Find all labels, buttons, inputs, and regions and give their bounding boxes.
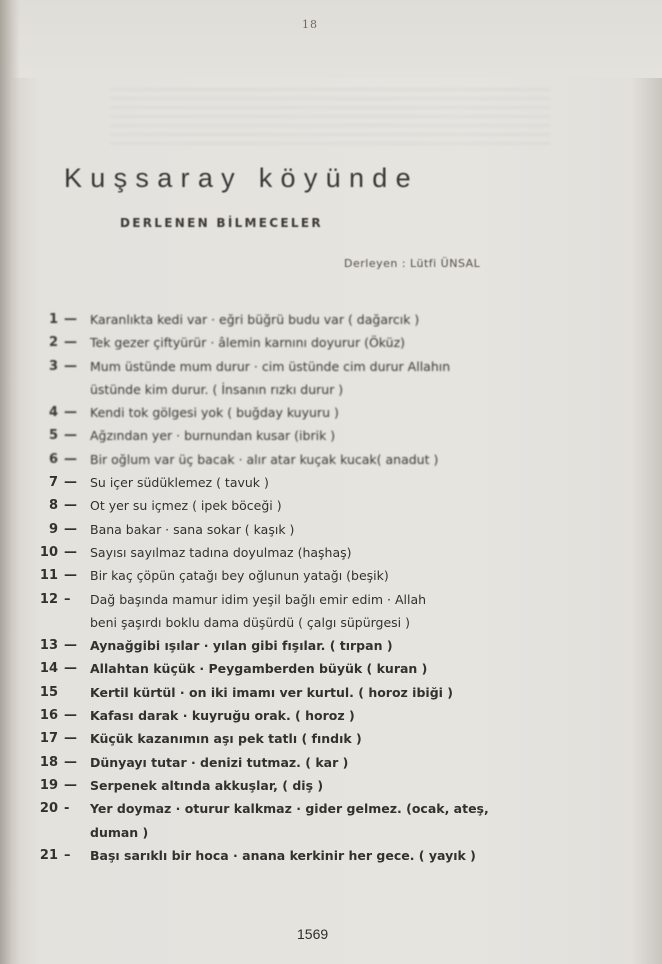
riddle-dash: — <box>64 335 77 351</box>
riddle-dash: — <box>64 708 77 724</box>
riddle-number: 5 <box>48 428 58 444</box>
riddle-text: Kafası darak · kuyruğu orak. ( horoz ) <box>90 708 355 724</box>
riddle-text: Mum üstünde mum durur · cim üstünde cim durur Allahın <box>90 358 451 374</box>
riddle-text: Aynağgibi ışılar · yılan gibi fışılar. ( tırpan ) <box>90 638 393 654</box>
riddle-item <box>30 751 630 774</box>
riddle-dash: — <box>64 521 77 537</box>
riddle-dash: — <box>64 451 77 467</box>
riddle-dash: – <box>64 847 71 863</box>
riddle-dash: – <box>64 591 71 607</box>
riddle-number: 18 <box>39 754 58 770</box>
riddle-text: Dünyayı tutar · denizi tutmaz. ( kar ) <box>90 754 349 770</box>
riddle-text: Sayısı sayılmaz tadına doyulmaz (haşhaş) <box>90 544 352 560</box>
riddle-item <box>30 657 630 680</box>
riddle-item <box>30 308 630 331</box>
riddle-text-continued: üstünde kim durur. ( İnsanın rızkı durur ) <box>90 381 344 397</box>
riddle-number: 15 <box>39 684 58 700</box>
riddle-number: 17 <box>39 731 58 747</box>
riddle-dash: — <box>64 475 77 491</box>
compiler-credit: Derleyen : Lütfi ÜNSAL <box>344 257 481 270</box>
riddle-text: Küçük kazanımın aşı pek tatlı ( fındık ) <box>90 731 362 747</box>
riddle-dash: — <box>64 638 77 654</box>
riddle-dash: — <box>64 754 77 770</box>
riddle-number: 21 <box>39 847 58 863</box>
riddle-text-continued: duman ) <box>90 824 149 840</box>
riddle-text: Ot yer su içmez ( ipek böceği ) <box>90 498 282 514</box>
riddle-dash: — <box>64 498 77 514</box>
riddle-number: 14 <box>39 661 58 677</box>
riddle-item <box>30 401 630 424</box>
page-subtitle: DERLENEN BİLMECELER <box>120 216 323 230</box>
riddle-item <box>30 331 630 354</box>
riddle-item <box>30 774 630 797</box>
riddle-dash: - <box>64 801 70 817</box>
page-right-shadow <box>632 78 662 964</box>
footer-page-number: 1569 <box>297 926 329 942</box>
riddle-dash: — <box>64 568 77 584</box>
riddle-number: 4 <box>48 405 58 421</box>
riddle-text-continued: beni şaşırdı boklu dama düşürdü ( çalgı süpürgesi ) <box>90 614 410 630</box>
riddle-number: 11 <box>39 568 58 584</box>
riddle-item <box>30 448 630 471</box>
riddle-text: Kendi tok gölgesi yok ( buğday kuyuru ) <box>90 405 339 421</box>
riddle-text: Bir kaç çöpün çatağı bey oğlunun yatağı (beşik) <box>90 568 389 584</box>
riddle-number: 16 <box>39 708 58 724</box>
riddle-item <box>30 727 630 750</box>
show-through-text <box>110 88 550 148</box>
riddle-list <box>30 308 630 867</box>
riddle-item <box>30 541 630 564</box>
riddle-dash: — <box>64 777 77 793</box>
riddle-text: Başı sarıklı bir hoca · anana kerkinir her gece. ( yayık ) <box>90 847 476 863</box>
riddle-number: 19 <box>39 777 58 793</box>
riddle-item <box>30 681 630 704</box>
riddle-dash: — <box>64 731 77 747</box>
riddle-number: 13 <box>39 638 58 654</box>
riddle-text: Su içer südüklemez ( tavuk ) <box>90 475 269 491</box>
riddle-item <box>30 518 630 541</box>
riddle-text: Kertil kürtül · on iki imamı ver kurtul. ( horoz ibiği ) <box>90 684 453 700</box>
page-top-strip <box>0 0 662 78</box>
riddle-dash: — <box>64 312 77 327</box>
page-binding-shadow <box>0 0 20 964</box>
riddle-item <box>30 634 630 657</box>
riddle-text: Serpenek altında akkuşlar, ( diş ) <box>90 777 324 793</box>
riddle-text: Bir oğlum var üç bacak · alır atar kuçak kucak( anadut ) <box>90 451 439 467</box>
riddle-item <box>30 471 630 494</box>
riddle-number: 20 <box>39 801 58 817</box>
riddle-dash: — <box>64 661 77 677</box>
riddle-item <box>30 797 630 844</box>
riddle-dash: — <box>64 428 77 444</box>
riddle-dash: — <box>64 358 77 374</box>
riddle-text: Dağ başında mamur idim yeşil bağlı emir edim · Allah <box>90 591 427 607</box>
riddle-text: Bana bakar · sana sokar ( kaşık ) <box>90 521 295 537</box>
riddle-dash: — <box>64 405 77 421</box>
riddle-text: Tek gezer çiftyürür · âlemin karnını doyurur (Öküz) <box>90 335 406 351</box>
riddle-text: Yer doymaz · oturur kalkmaz · gider gelmez. (ocak, ateş, <box>90 801 489 817</box>
riddle-item <box>30 424 630 447</box>
riddle-item <box>30 704 630 727</box>
riddle-dash: — <box>64 544 77 560</box>
top-page-number: 18 <box>302 18 318 31</box>
riddle-item <box>30 494 630 517</box>
riddle-number: 3 <box>48 358 58 374</box>
riddle-number: 7 <box>48 475 58 491</box>
riddle-number: 10 <box>39 544 58 560</box>
riddle-item <box>30 355 630 402</box>
riddle-item <box>30 844 630 867</box>
riddle-text: Karanlıkta kedi var · eğri büğrü budu var ( dağarcık ) <box>90 312 420 327</box>
riddle-number: 9 <box>48 521 58 537</box>
riddle-number: 2 <box>48 335 58 351</box>
riddle-text: Allahtan küçük · Peygamberden büyük ( kuran ) <box>90 661 428 677</box>
page-title: Kuşsaray köyünde <box>64 163 419 193</box>
riddle-number: 8 <box>48 498 58 514</box>
riddle-number: 6 <box>48 451 58 467</box>
riddle-item <box>30 588 630 635</box>
riddle-item <box>30 564 630 587</box>
riddle-number: 12 <box>39 591 58 607</box>
riddle-text: Ağzından yer · burnundan kusar (ibrik ) <box>90 428 336 444</box>
riddle-number: 1 <box>48 312 58 327</box>
